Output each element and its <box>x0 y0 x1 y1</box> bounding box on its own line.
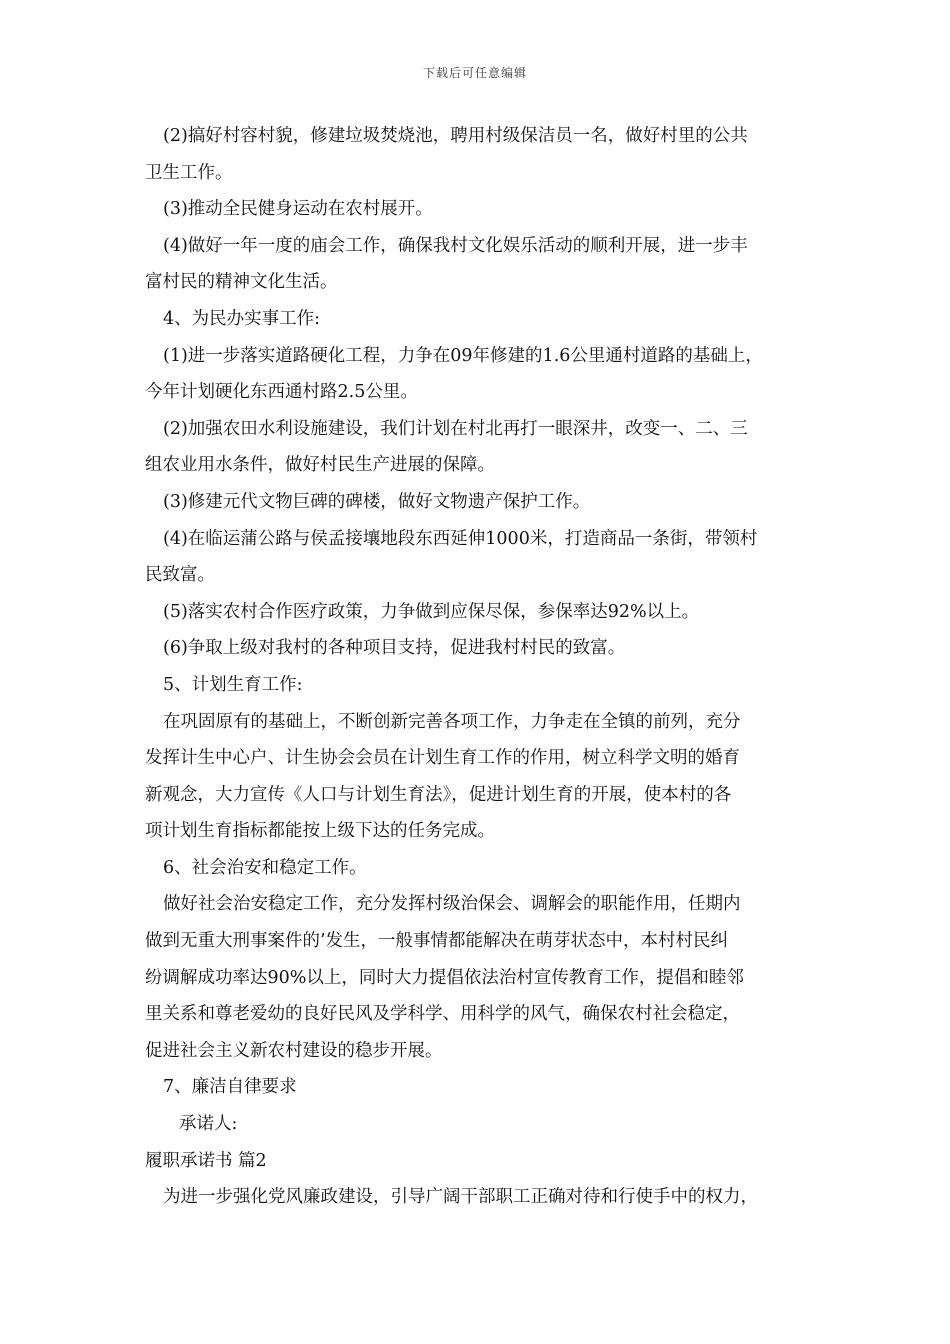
paragraph-line: 组农业用水条件，做好村民生产进展的保障。 <box>145 455 495 476</box>
page-header: 下载后可任意编辑 <box>422 66 527 80</box>
paragraph-line: (4)在临运蒲公路与侯孟接壤地段东西延伸1000米，打造商品一条街，带领村 <box>163 528 758 549</box>
paragraph-line: 新观念，大力宣传《人口与计划生育法》，促进计划生育的开展，使本村的各 <box>145 784 732 805</box>
paragraph-line: (2)搞好村容村貌，修建垃圾焚烧池，聘用村级保洁员一名，做好村里的公共 <box>163 126 748 146</box>
document-title: 履职承诺书 篇2 <box>145 1150 267 1171</box>
paragraph-line: 发挥计生中心户、计生协会会员在计划生育工作的作用，树立科学文明的婚育 <box>145 748 740 769</box>
paragraph-line: (4)做好一年一度的庙会工作，确保我村文化娱乐活动的顺利开展，进一步丰 <box>163 235 748 256</box>
paragraph-line: 为进一步强化党风廉政建设，引导广阔干部职工正确对待和行使手中的权力， <box>163 1187 758 1208</box>
signature-label: 承诺人: <box>179 1114 238 1135</box>
paragraph-line: (1)进一步落实道路硬化工程，力争在09年修建的1.6公里通村道路的基础上， <box>163 345 763 366</box>
paragraph-line: 今年计划硬化东西通村路2.5公里。 <box>145 382 418 403</box>
paragraph-line: 富村民的精神文化生活。 <box>145 272 338 293</box>
section-heading: 7、廉洁自律要求 <box>163 1077 297 1098</box>
paragraph-line: 促进社会主义新农村建设的稳步开展。 <box>145 1040 443 1061</box>
section-heading: 5、计划生育工作: <box>163 674 303 695</box>
paragraph-line: 做好社会治安稳定工作，充分发挥村级治保会、调解会的职能作用，任期内 <box>163 894 741 915</box>
paragraph-line: 在巩固原有的基础上，不断创新完善各项工作，力争走在全镇的前列，充分 <box>163 711 741 732</box>
paragraph-line: 民致富。 <box>145 565 215 586</box>
paragraph-line: (3)推动全民健身运动在农村展开。 <box>163 199 433 220</box>
section-heading: 6、社会治安和稳定工作。 <box>163 857 367 878</box>
paragraph-line: (3)修建元代文物巨碑的碑楼，做好文物遗产保护工作。 <box>163 491 591 512</box>
paragraph-line: (2)加强农田水利设施建设，我们计划在村北再打一眼深井，改变一、二、三 <box>163 418 748 439</box>
paragraph-line: (6)争取上级对我村的各种项目支持，促进我村村民的致富。 <box>163 638 626 659</box>
document-body <box>145 118 810 1216</box>
paragraph-line: 纷调解成功率达90%以上，同时大力提倡依法治村宣传教育工作，提倡和睦邻 <box>145 967 744 988</box>
paragraph-line: 做到无重大刑事案件的’发生，一般事情都能解决在萌芽状态中，本村村民纠 <box>145 931 729 952</box>
paragraph-line: 里关系和尊老爱幼的良好民风及学科学、用科学的风气，确保农村社会稳定， <box>145 1004 740 1025</box>
paragraph-line: 项计划生育指标都能按上级下达的任务完成。 <box>145 821 495 842</box>
paragraph-line: (5)落实农村合作医疗政策，力争做到应保尽保，参保率达92%以上。 <box>163 601 700 622</box>
paragraph-line: 卫生工作。 <box>145 162 233 183</box>
section-heading: 4、为民办实事工作: <box>163 308 321 329</box>
